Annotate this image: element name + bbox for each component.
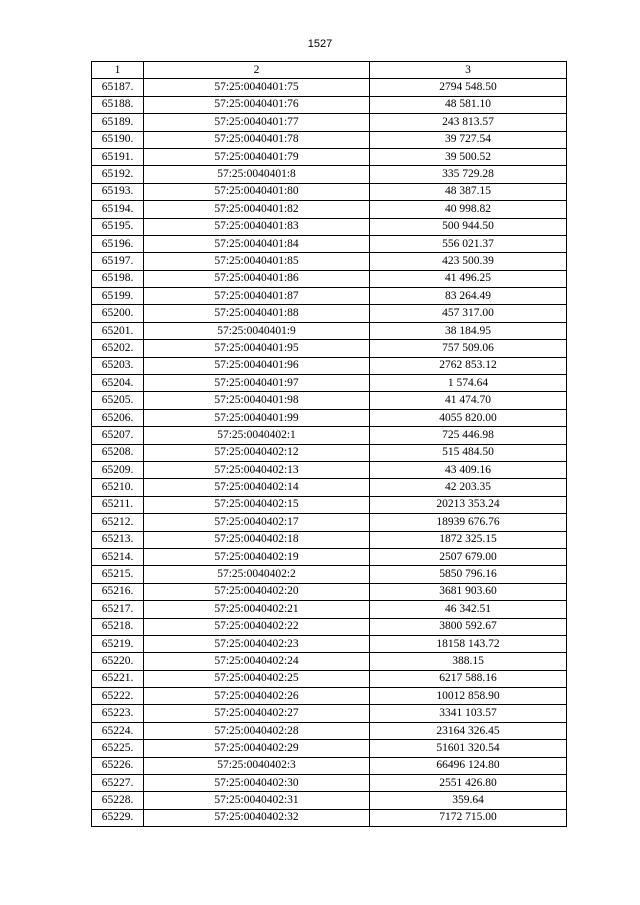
value-cell: 18158 143.72 xyxy=(370,635,567,652)
row-number-cell: 65228. xyxy=(92,792,144,809)
cadastral-number-cell: 57:25:0040401:82 xyxy=(144,201,370,218)
value-cell: 243 813.57 xyxy=(370,114,567,131)
table-row xyxy=(92,114,567,131)
table-row xyxy=(92,705,567,722)
column-header-3: 3 xyxy=(370,62,567,79)
cadastral-number-cell: 57:25:0040402:1 xyxy=(144,427,370,444)
cadastral-number-cell: 57:25:0040401:76 xyxy=(144,96,370,113)
table-row xyxy=(92,757,567,774)
table-row xyxy=(92,618,567,635)
value-cell: 388.15 xyxy=(370,653,567,670)
value-cell: 2794 548.50 xyxy=(370,79,567,96)
row-number-cell: 65215. xyxy=(92,566,144,583)
row-number-cell: 65192. xyxy=(92,166,144,183)
table-row xyxy=(92,479,567,496)
table-row xyxy=(92,583,567,600)
row-number-cell: 65227. xyxy=(92,775,144,792)
table-row xyxy=(92,235,567,252)
cadastral-number-cell: 57:25:0040401:8 xyxy=(144,166,370,183)
page-number: 1527 xyxy=(307,38,333,50)
value-cell: 10012 858.90 xyxy=(370,688,567,705)
value-cell: 359.64 xyxy=(370,792,567,809)
value-cell: 48 581.10 xyxy=(370,96,567,113)
table-row xyxy=(92,79,567,96)
row-number-cell: 65190. xyxy=(92,131,144,148)
value-cell: 51601 320.54 xyxy=(370,740,567,757)
cadastral-number-cell: 57:25:0040401:83 xyxy=(144,218,370,235)
cadastral-number-cell: 57:25:0040402:2 xyxy=(144,566,370,583)
row-number-cell: 65193. xyxy=(92,183,144,200)
row-number-cell: 65214. xyxy=(92,548,144,565)
row-number-cell: 65219. xyxy=(92,635,144,652)
table-row xyxy=(92,270,567,287)
value-cell: 757 509.06 xyxy=(370,340,567,357)
cadastral-number-cell: 57:25:0040402:17 xyxy=(144,514,370,531)
row-number-cell: 65197. xyxy=(92,253,144,270)
row-number-cell: 65221. xyxy=(92,670,144,687)
table-row xyxy=(92,775,567,792)
table-row xyxy=(92,653,567,670)
cadastral-number-cell: 57:25:0040401:78 xyxy=(144,131,370,148)
value-cell: 40 998.82 xyxy=(370,201,567,218)
value-cell: 18939 676.76 xyxy=(370,514,567,531)
cadastral-number-cell: 57:25:0040401:97 xyxy=(144,375,370,392)
value-cell: 43 409.16 xyxy=(370,461,567,478)
table-row xyxy=(92,357,567,374)
column-header-2: 2 xyxy=(144,62,370,79)
registry-table xyxy=(91,61,567,827)
row-number-cell: 65200. xyxy=(92,305,144,322)
value-cell: 48 387.15 xyxy=(370,183,567,200)
row-number-cell: 65229. xyxy=(92,809,144,826)
cadastral-number-cell: 57:25:0040402:22 xyxy=(144,618,370,635)
value-cell: 1 574.64 xyxy=(370,375,567,392)
cadastral-number-cell: 57:25:0040402:32 xyxy=(144,809,370,826)
value-cell: 725 446.98 xyxy=(370,427,567,444)
row-number-cell: 65212. xyxy=(92,514,144,531)
table-row xyxy=(92,305,567,322)
value-cell: 7172 715.00 xyxy=(370,809,567,826)
table-row xyxy=(92,722,567,739)
row-number-cell: 65216. xyxy=(92,583,144,600)
cadastral-number-cell: 57:25:0040402:30 xyxy=(144,775,370,792)
row-number-cell: 65209. xyxy=(92,461,144,478)
cadastral-number-cell: 57:25:0040402:25 xyxy=(144,670,370,687)
value-cell: 1872 325.15 xyxy=(370,531,567,548)
cadastral-number-cell: 57:25:0040401:98 xyxy=(144,392,370,409)
cadastral-number-cell: 57:25:0040402:31 xyxy=(144,792,370,809)
table-row xyxy=(92,792,567,809)
table-row xyxy=(92,548,567,565)
value-cell: 515 484.50 xyxy=(370,444,567,461)
table-row xyxy=(92,218,567,235)
row-number-cell: 65194. xyxy=(92,201,144,218)
value-cell: 335 729.28 xyxy=(370,166,567,183)
table-row xyxy=(92,531,567,548)
cadastral-number-cell: 57:25:0040402:26 xyxy=(144,688,370,705)
cadastral-number-cell: 57:25:0040402:18 xyxy=(144,531,370,548)
row-number-cell: 65205. xyxy=(92,392,144,409)
row-number-cell: 65224. xyxy=(92,722,144,739)
cadastral-number-cell: 57:25:0040402:21 xyxy=(144,601,370,618)
table-body xyxy=(92,79,567,827)
table-row xyxy=(92,444,567,461)
value-cell: 3800 592.67 xyxy=(370,618,567,635)
table-row xyxy=(92,409,567,426)
value-cell: 556 021.37 xyxy=(370,235,567,252)
value-cell: 39 500.52 xyxy=(370,148,567,165)
table-row xyxy=(92,131,567,148)
table-row xyxy=(92,288,567,305)
table-row xyxy=(92,427,567,444)
table-row xyxy=(92,375,567,392)
row-number-cell: 65217. xyxy=(92,601,144,618)
value-cell: 66496 124.80 xyxy=(370,757,567,774)
row-number-cell: 65187. xyxy=(92,79,144,96)
row-number-cell: 65199. xyxy=(92,288,144,305)
row-number-cell: 65204. xyxy=(92,375,144,392)
row-number-cell: 65208. xyxy=(92,444,144,461)
row-number-cell: 65206. xyxy=(92,409,144,426)
table-row xyxy=(92,601,567,618)
table-row xyxy=(92,496,567,513)
table-header-row xyxy=(92,62,567,79)
value-cell: 2551 426.80 xyxy=(370,775,567,792)
value-cell: 41 496.25 xyxy=(370,270,567,287)
value-cell: 46 342.51 xyxy=(370,601,567,618)
cadastral-number-cell: 57:25:0040401:95 xyxy=(144,340,370,357)
cadastral-number-cell: 57:25:0040401:79 xyxy=(144,148,370,165)
cadastral-number-cell: 57:25:0040401:96 xyxy=(144,357,370,374)
cadastral-number-cell: 57:25:0040402:13 xyxy=(144,461,370,478)
row-number-cell: 65226. xyxy=(92,757,144,774)
cadastral-number-cell: 57:25:0040401:77 xyxy=(144,114,370,131)
cadastral-number-cell: 57:25:0040401:75 xyxy=(144,79,370,96)
cadastral-number-cell: 57:25:0040402:23 xyxy=(144,635,370,652)
row-number-cell: 65196. xyxy=(92,235,144,252)
row-number-cell: 65220. xyxy=(92,653,144,670)
row-number-cell: 65191. xyxy=(92,148,144,165)
value-cell: 38 184.95 xyxy=(370,322,567,339)
value-cell: 2762 853.12 xyxy=(370,357,567,374)
cadastral-number-cell: 57:25:0040402:3 xyxy=(144,757,370,774)
cadastral-number-cell: 57:25:0040401:9 xyxy=(144,322,370,339)
cadastral-number-cell: 57:25:0040402:20 xyxy=(144,583,370,600)
table-row xyxy=(92,809,567,826)
value-cell: 41 474.70 xyxy=(370,392,567,409)
value-cell: 500 944.50 xyxy=(370,218,567,235)
row-number-cell: 65218. xyxy=(92,618,144,635)
cadastral-number-cell: 57:25:0040402:27 xyxy=(144,705,370,722)
table-row xyxy=(92,166,567,183)
row-number-cell: 65202. xyxy=(92,340,144,357)
cadastral-number-cell: 57:25:0040401:87 xyxy=(144,288,370,305)
value-cell: 23164 326.45 xyxy=(370,722,567,739)
value-cell: 42 203.35 xyxy=(370,479,567,496)
table-row xyxy=(92,148,567,165)
column-header-1: 1 xyxy=(92,62,144,79)
cadastral-number-cell: 57:25:0040402:28 xyxy=(144,722,370,739)
row-number-cell: 65225. xyxy=(92,740,144,757)
value-cell: 6217 588.16 xyxy=(370,670,567,687)
value-cell: 3681 903.60 xyxy=(370,583,567,600)
table-row xyxy=(92,461,567,478)
cadastral-number-cell: 57:25:0040401:86 xyxy=(144,270,370,287)
cadastral-number-cell: 57:25:0040401:85 xyxy=(144,253,370,270)
table-row xyxy=(92,670,567,687)
row-number-cell: 65189. xyxy=(92,114,144,131)
value-cell: 83 264.49 xyxy=(370,288,567,305)
row-number-cell: 65198. xyxy=(92,270,144,287)
row-number-cell: 65195. xyxy=(92,218,144,235)
cadastral-number-cell: 57:25:0040401:88 xyxy=(144,305,370,322)
table-row xyxy=(92,201,567,218)
table-row xyxy=(92,253,567,270)
table-row xyxy=(92,392,567,409)
value-cell: 2507 679.00 xyxy=(370,548,567,565)
value-cell: 3341 103.57 xyxy=(370,705,567,722)
value-cell: 457 317.00 xyxy=(370,305,567,322)
cadastral-number-cell: 57:25:0040401:80 xyxy=(144,183,370,200)
value-cell: 423 500.39 xyxy=(370,253,567,270)
row-number-cell: 65203. xyxy=(92,357,144,374)
row-number-cell: 65201. xyxy=(92,322,144,339)
table-row xyxy=(92,96,567,113)
table-row xyxy=(92,183,567,200)
cadastral-number-cell: 57:25:0040402:14 xyxy=(144,479,370,496)
table-row xyxy=(92,740,567,757)
value-cell: 5850 796.16 xyxy=(370,566,567,583)
cadastral-number-cell: 57:25:0040401:84 xyxy=(144,235,370,252)
table-row xyxy=(92,688,567,705)
row-number-cell: 65207. xyxy=(92,427,144,444)
row-number-cell: 65222. xyxy=(92,688,144,705)
cadastral-number-cell: 57:25:0040402:19 xyxy=(144,548,370,565)
cadastral-number-cell: 57:25:0040402:29 xyxy=(144,740,370,757)
table-row xyxy=(92,322,567,339)
value-cell: 4055 820.00 xyxy=(370,409,567,426)
row-number-cell: 65188. xyxy=(92,96,144,113)
table-row xyxy=(92,566,567,583)
row-number-cell: 65213. xyxy=(92,531,144,548)
table-row xyxy=(92,635,567,652)
table-row xyxy=(92,340,567,357)
value-cell: 20213 353.24 xyxy=(370,496,567,513)
row-number-cell: 65210. xyxy=(92,479,144,496)
cadastral-number-cell: 57:25:0040402:24 xyxy=(144,653,370,670)
value-cell: 39 727.54 xyxy=(370,131,567,148)
cadastral-number-cell: 57:25:0040402:15 xyxy=(144,496,370,513)
row-number-cell: 65211. xyxy=(92,496,144,513)
row-number-cell: 65223. xyxy=(92,705,144,722)
table-row xyxy=(92,514,567,531)
cadastral-number-cell: 57:25:0040401:99 xyxy=(144,409,370,426)
cadastral-number-cell: 57:25:0040402:12 xyxy=(144,444,370,461)
